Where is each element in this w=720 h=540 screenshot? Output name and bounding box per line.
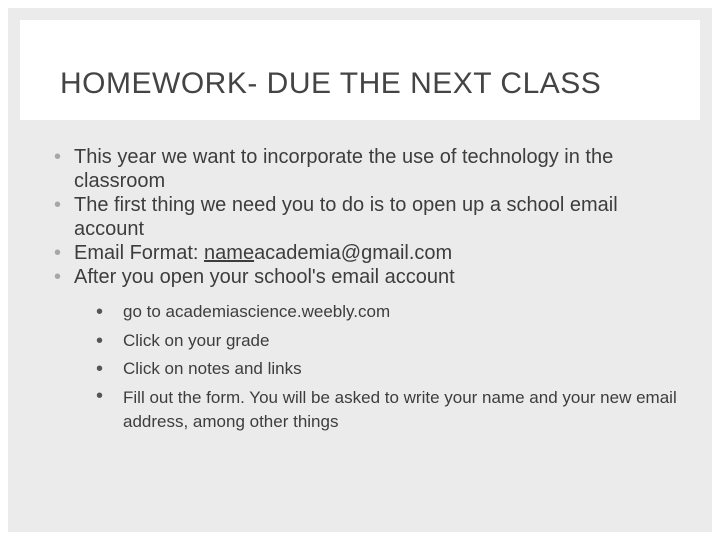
bullet-icon: • [54,194,62,216]
sub-bullet-text: go to academiascience.weebly.com [123,302,391,321]
slide-content [52,145,692,431]
sub-bullet-item [76,327,694,356]
bullet-text-suffix: academia@gmail.com [254,242,453,264]
bullet-text-prefix: Email Format: [74,242,205,264]
slide [8,8,712,532]
sub-bullet-item [76,298,694,327]
sub-bullet-list [76,298,694,434]
bullet-item [52,193,692,241]
bullet-text: After you open your school's email account [74,266,455,288]
bullet-item [52,265,692,431]
bullet-text: This year we want to incorporate the use of technology in the classroom [74,146,614,192]
bullet-item [52,145,692,193]
slide-title: HOMEWORK- DUE THE NEXT CLASS [60,67,602,100]
title-box [20,20,700,120]
bullet-icon: • [54,146,62,168]
sub-bullet-text: Click on notes and links [123,359,302,378]
bullet-icon: • [96,329,104,352]
sub-bullet-text: Fill out the form. You will be asked to write your name and your new email address, among other things [123,387,677,431]
bullet-text: The first thing we need you to do is to open up a school email account [74,194,618,240]
bullet-icon: • [96,384,104,407]
bullet-text-underlined: name [204,242,255,264]
bullet-icon: • [54,242,62,264]
bullet-icon: • [96,301,104,323]
bullet-icon: • [96,358,104,380]
bullet-item [52,241,692,265]
bullet-list [52,145,692,431]
bullet-icon: • [54,266,62,288]
sub-bullet-item [76,355,694,384]
sub-bullet-item [76,384,694,434]
sub-bullet-text: Click on your grade [123,330,270,350]
